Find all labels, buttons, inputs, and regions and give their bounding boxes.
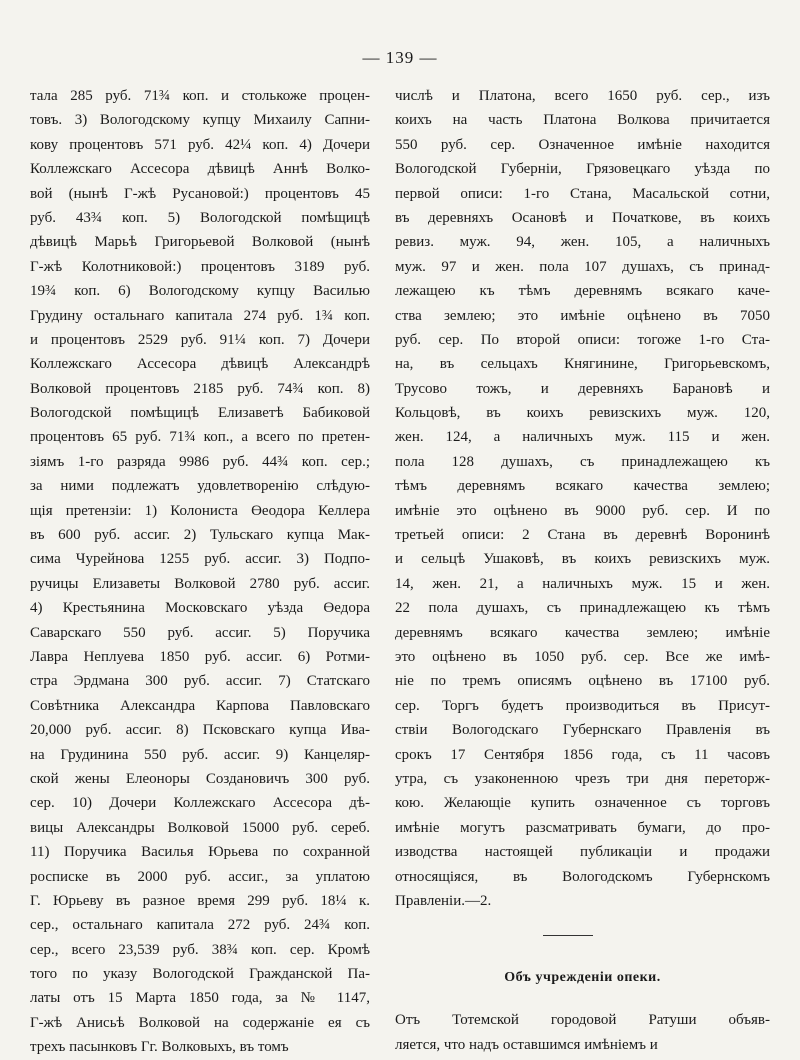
text-line: и процентовъ 2529 руб. 91¼ коп. 7) Дочери [30, 331, 370, 348]
text-line: Совѣтника Александра Карпова Павловскаго [30, 697, 370, 714]
text-line: товъ. 3) Вологодскому купцу Михаилу Сапни- [30, 112, 370, 129]
text-line: имѣніе могутъ разсматривать бумаги, до про- [395, 819, 770, 836]
text-line: коихъ на часть Платона Волкова причитается [395, 112, 770, 129]
text-line: сер., всего 23,539 руб. 38¾ коп. сер. Кромѣ [30, 941, 370, 958]
text-line: вицы Александры Волковой 15000 руб. сереб. [30, 819, 370, 836]
text-line: это оцѣнено въ 1050 руб. сер. Все же имѣ- [395, 648, 770, 665]
text-line: утра, съ узаконенною чрезъ три дня переторж- [395, 770, 770, 787]
text-line: пола 128 душахъ, съ принадлежащею къ [395, 453, 770, 470]
text-line: въ деревняхъ Осановѣ и Початкове, въ коихъ [395, 209, 770, 226]
text-line: деревнямъ всякаго качества землею; имѣніе [395, 624, 770, 641]
section-title: Объ учрежденіи опеки. [504, 970, 661, 986]
text-line: 550 руб. сер. Означенное имѣніе находится [395, 136, 770, 153]
text-line: муж. 97 и жен. пола 107 душахъ, съ принад- [395, 258, 770, 275]
text-line: Коллежскаго Ассесора дѣвицѣ Александрѣ [30, 356, 370, 373]
text-line: дѣвицѣ Марьѣ Григорьевой Волковой (нынѣ [30, 234, 370, 251]
text-line: сима Чурейнова 1255 руб. ассиг. 3) Подпо- [30, 551, 370, 568]
text-line: сер., остальнаго капитала 272 руб. 24¾ коп. [30, 917, 370, 934]
text-line: Грудину остальнаго капитала 274 руб. 1¾ коп. [30, 307, 370, 324]
text-line: третьей описи: 2 Стана въ деревнѣ Воронинѣ [395, 527, 770, 544]
section-body [395, 1008, 770, 1057]
text-line: латы отъ 15 Марта 1850 года, за № 1147, [30, 990, 370, 1007]
text-line: Г-жѣ Анисьѣ Волковой на содержаніе ея съ [30, 1014, 370, 1031]
text-line: относящіяся, въ Вологодскомъ Губернскомъ [395, 868, 770, 885]
text-line: руб. сер. По второй описи: тогоже 1-го Ста- [395, 331, 770, 348]
text-line: ревиз. муж. 94, жен. 105, а наличныхъ [395, 234, 770, 251]
text-line: Отъ Тотемской городовой Ратуши объяв- [395, 1012, 770, 1029]
text-line: 19¾ коп. 6) Вологодскому купцу Василью [30, 283, 370, 300]
text-line: 4) Крестьянина Московскаго уѣзда Өедора [30, 600, 370, 617]
text-line: на Грудинина 550 руб. ассиг. 9) Канцеляр- [30, 746, 370, 763]
text-line: росписке въ 2000 руб. ассиг., за уплатою [30, 868, 370, 885]
text-line: Г. Юрьеву въ разное время 299 руб. 18¼ к. [30, 892, 370, 909]
text-line: ляется, что надъ оставшимся имѣніемъ и [395, 1036, 658, 1053]
text-line: сер. 10) Дочери Коллежскаго Ассесора дѣ- [30, 795, 370, 812]
text-line: Правленіи.—2. [395, 892, 492, 909]
text-line: кову процентовъ 571 руб. 42¼ коп. 4) Дочери [30, 136, 370, 153]
text-line: тѣмъ деревнямъ всякаго качества землею; [395, 478, 770, 495]
text-line: тала 285 руб. 71¾ коп. и столькоже процен- [30, 88, 370, 104]
text-line: щія претензіи: 1) Колониста Өеодора Келлера [30, 502, 370, 519]
text-line: ніе по тремъ описямъ оцѣнено въ 17100 руб. [395, 673, 770, 690]
text-line: ствіи Вологодскаго Губернскаго Правленія въ [395, 722, 770, 739]
text-line: за ними подлежатъ удовлетворенію слѣдую- [30, 478, 370, 495]
text-line: Волковой процентовъ 2185 руб. 74¾ коп. 8) [30, 380, 370, 397]
text-line: Вологодской Губерніи, Грязовецкаго уѣзда по [395, 161, 770, 178]
text-line: ства землею; это имѣніе оцѣнено въ 7050 [395, 307, 770, 324]
text-line: и сельцѣ Ушаковѣ, въ коихъ ревизскихъ муж. [395, 551, 770, 568]
right-column [395, 84, 770, 1057]
left-column [30, 84, 370, 1060]
text-line: того по указу Вологодской Гражданской Па- [30, 966, 370, 983]
text-line: процентовъ 65 руб. 71¾ коп., а всего по претен- [30, 429, 370, 446]
text-line: жен. 124, а наличныхъ муж. 115 и жен. [395, 429, 770, 446]
text-line: 20,000 руб. ассиг. 8) Псковскаго купца Ива- [30, 722, 370, 739]
text-line: Трусово тожъ, и деревняхъ Барановѣ и [395, 380, 770, 397]
text-line: сер. Торгъ будетъ производиться въ Присут- [395, 697, 770, 714]
text-line: Кольцовѣ, въ коихъ ревизскихъ муж. 120, [395, 405, 770, 422]
text-line: первой описи: 1-го Стана, Масальской сотни, [395, 185, 770, 202]
section-divider [543, 935, 593, 936]
text-line: кою. Желающіе купить означенное съ торговъ [395, 795, 770, 812]
text-line: Вологодской помѣщицѣ Елизаветѣ Бабиковой [30, 405, 370, 422]
text-line: вой (нынѣ Г-жѣ Русановой:) процентовъ 45 [30, 185, 370, 202]
text-line: ской жены Елеоноры Создановичъ 300 руб. [30, 770, 370, 787]
text-line: 14, жен. 21, а наличныхъ муж. 15 и жен. [395, 575, 770, 592]
text-line: ручицы Елизаветы Волковой 2780 руб. ассиг. [30, 575, 370, 592]
text-line: трехъ пасынковъ Гг. Волковыхъ, въ томъ [30, 1039, 289, 1056]
text-line: Г-жѣ Колотниковой:) процентовъ 3189 руб. [30, 258, 370, 275]
text-line: числѣ и Платона, всего 1650 руб. сер., изъ [395, 88, 770, 104]
text-line: 22 пола душахъ, съ принадлежащею къ тѣмъ [395, 600, 770, 617]
text-line: лежащею къ тѣмъ деревнямъ всякаго каче- [395, 283, 770, 300]
page-number: — 139 — [362, 48, 438, 67]
text-line: 11) Поручика Василья Юрьева по сохранной [30, 844, 370, 861]
text-line: стра Эрдмана 300 руб. ассиг. 7) Статскаго [30, 673, 370, 690]
right-column-text [395, 84, 770, 913]
text-line: въ 600 руб. ассиг. 2) Тульскаго купца Мак- [30, 527, 370, 544]
text-line: зіямъ 1-го разряда 9986 руб. 44¾ коп. сер.; [30, 453, 370, 470]
text-line: на, въ сельцахъ Княгинине, Григорьевскомъ, [395, 356, 770, 373]
text-line: руб. 43¾ коп. 5) Вологодской помѣщицѣ [30, 209, 370, 226]
text-line: имѣніе это оцѣнено въ 9000 руб. сер. И по [395, 502, 770, 519]
text-line: Саварскаго 550 руб. ассиг. 5) Поручика [30, 624, 370, 641]
text-line: Лавра Неплуева 1850 руб. ассиг. 6) Ротми- [30, 648, 370, 665]
text-line: Коллежскаго Ассесора дѣвицѣ Аннѣ Волко- [30, 161, 370, 178]
text-line: срокъ 17 Сентября 1856 года, съ 11 часовъ [395, 746, 770, 763]
text-line: изводства настоящей публикаціи и продажи [395, 844, 770, 861]
